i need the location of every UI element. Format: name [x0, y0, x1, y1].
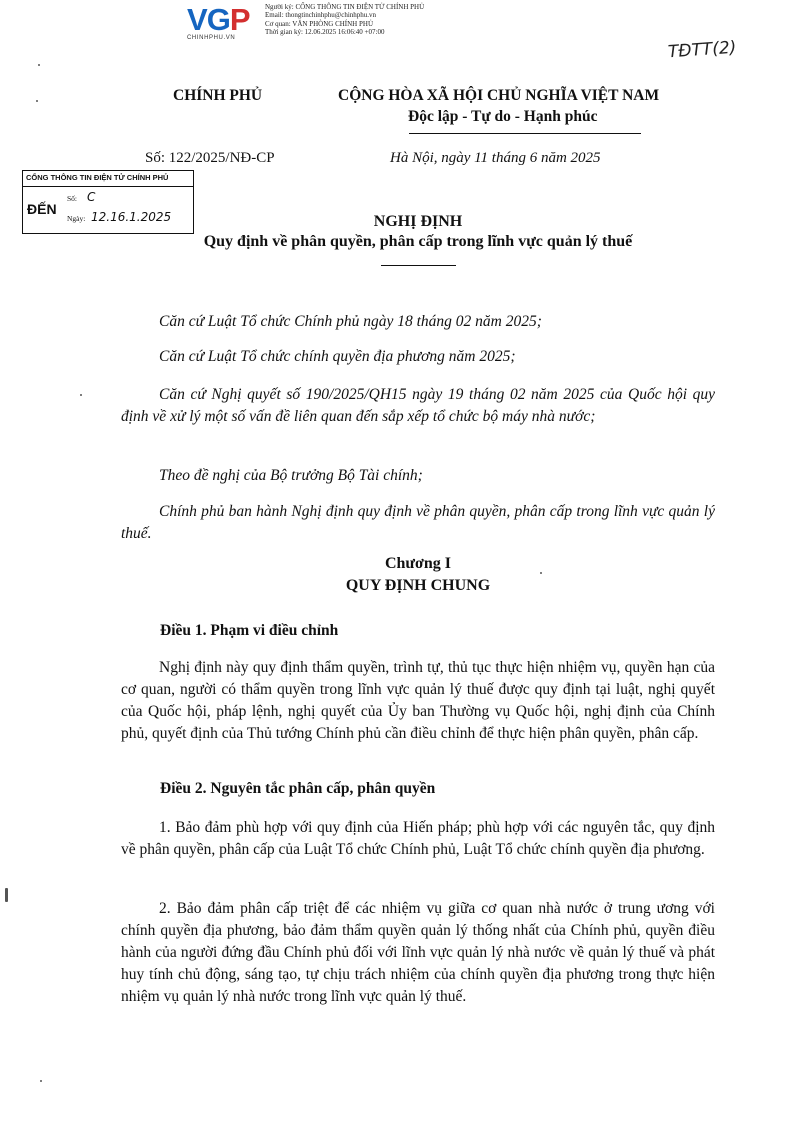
preamble-proposal: Theo đề nghị của Bộ trưởng Bộ Tài chính;: [159, 467, 423, 484]
issuing-agency: CHÍNH PHỦ: [173, 87, 263, 104]
national-title: CỘNG HÒA XÃ HỘI CHỦ NGHĨA VIỆT NAM: [338, 87, 660, 104]
title-underline: [381, 265, 456, 266]
scan-speck: [5, 888, 8, 902]
signature-signer: Người ký: CỔNG THÔNG TIN ĐIỆN TỬ CHÍNH PHỦ: [265, 3, 425, 11]
stamp-divider: [23, 186, 193, 187]
scan-speck: [540, 572, 542, 574]
stamp-date-label: Ngày:: [67, 214, 86, 223]
article-2-clause-1: 1. Bảo đảm phù hợp với quy định của Hiến pháp; phù hợp với các nguyên tắc, quy định về phân quyền, phân cấp của Luật Tổ chức Chính phủ, Luật Tổ chức chính quyền địa phương.: [121, 819, 715, 858]
scan-speck: [36, 100, 38, 102]
vgp-logo-g: G: [206, 2, 230, 37]
vgp-logo-subtitle: CHINHPHU.VN: [187, 35, 236, 41]
signature-agency: Cơ quan: VĂN PHÒNG CHÍNH PHỦ: [265, 19, 373, 28]
stamp-den-label: ĐẾN: [27, 201, 57, 217]
document-subject: Quy định về phân quyền, phân cấp trong lĩnh vực quản lý thuế: [203, 233, 633, 250]
chapter-number: Chương I: [384, 555, 452, 572]
signature-time: Thời gian ký: 12.06.2025 16:06:40 +07:00: [265, 27, 385, 36]
scan-speck: [38, 64, 40, 66]
national-motto: Độc lập - Tự do - Hạnh phúc: [408, 108, 598, 125]
vgp-logo: [187, 3, 250, 37]
preamble-promulgation: Chính phủ ban hành Nghị định quy định về phân quyền, phân cấp trong lĩnh vực quản lý thuế.: [121, 503, 715, 542]
preamble-basis-3: Căn cứ Nghị quyết số 190/2025/QH15 ngày 19 tháng 02 năm 2025 của Quốc hội quy định về xử lý một số vấn đề liên quan đến sắp xếp tổ chức bộ máy nhà nước;: [121, 386, 715, 425]
article-1-heading: Điều 1. Phạm vi điều chỉnh: [160, 622, 339, 639]
stamp-number-value: C: [87, 190, 96, 204]
place-and-date: Hà Nội, ngày 11 tháng 6 năm 2025: [390, 150, 601, 166]
vgp-logo-p: P: [229, 2, 250, 37]
stamp-date-value: 12.16.1.2025: [91, 210, 172, 224]
document-type: NGHỊ ĐỊNH: [373, 213, 463, 230]
scan-speck: [40, 1080, 42, 1082]
scan-speck: [80, 394, 82, 396]
digital-signature-info: [265, 3, 424, 36]
article-1-paragraph: Nghị định này quy định thẩm quyền, trình tự, thủ tục thực hiện nhiệm vụ, quyền hạn của cơ quan, người có thẩm quyền trong lĩnh vực quản lý thuế được quy định tại luật, nghị quyết của Quốc hội, pháp lệnh, nghị quyết của Ủy ban Thường vụ Quốc hội, nghị định của Chính phủ, quyết định của Thủ tướng Chính phủ cần điều chỉnh để thực hiện phân quyền, phân cấp.: [121, 659, 715, 742]
stamp-title: CỔNG THÔNG TIN ĐIỆN TỬ CHÍNH PHỦ: [26, 173, 169, 182]
vgp-logo-v: V: [187, 2, 207, 37]
preamble-basis-2: Căn cứ Luật Tổ chức chính quyền địa phương năm 2025;: [159, 348, 516, 365]
motto-underline: [409, 133, 641, 134]
document-number: Số: 122/2025/NĐ-CP: [145, 150, 275, 166]
article-2-clause-2: 2. Bảo đảm phân cấp triệt để các nhiệm vụ giữa cơ quan nhà nước ở trung ương với chính quyền địa phương, bảo đảm thẩm quyền quản lý thống nhất của Chính phủ, quyền điều hành của người đứng đầu Chính phủ đối với lĩnh vực quản lý nhà nước về quản lý thuế và phát huy tính chủ động, sáng tạo, tự chịu trách nhiệm của chính quyền địa phương trong thực hiện nhiệm vụ quản lý nhà nước trong lĩnh vực quản lý thuế.: [121, 900, 715, 1005]
article-2-heading: Điều 2. Nguyên tắc phân cấp, phân quyền: [160, 780, 436, 797]
handwritten-note: TĐTT(2): [667, 37, 738, 63]
chapter-title: QUY ĐỊNH CHUNG: [345, 577, 491, 594]
stamp-number-label: Số:: [67, 194, 78, 203]
signature-email: Email: thongtinchinhphu@chinhphu.vn: [265, 11, 377, 20]
preamble-basis-1: Căn cứ Luật Tổ chức Chính phủ ngày 18 tháng 02 năm 2025;: [159, 313, 542, 330]
